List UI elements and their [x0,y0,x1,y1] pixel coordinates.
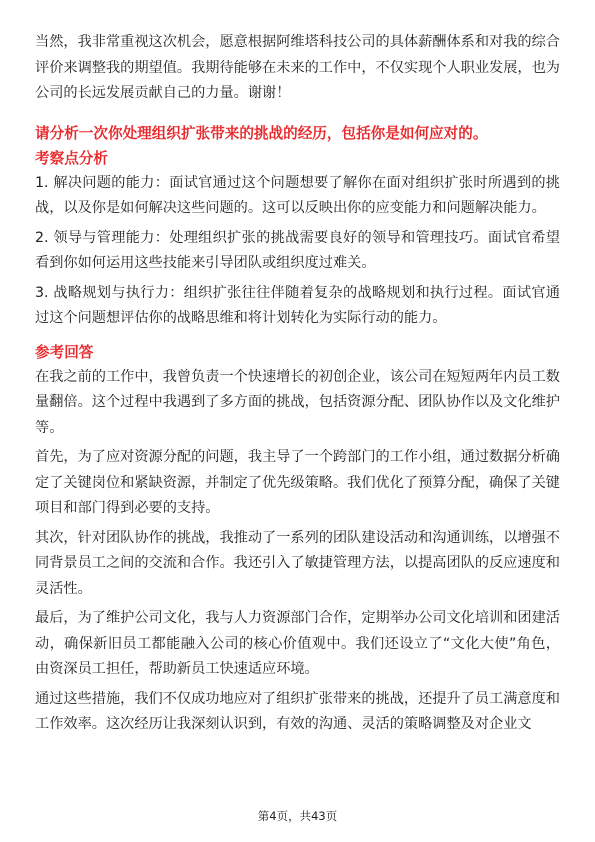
analysis-point: 1. 解决问题的能力：面试官通过这个问题想要了解你在面对组织扩张时所遇到的挑战，以及你是如何解决这些问题的。这可以反映出你的应变能力和问题解决能力。 [35,174,560,216]
answer-heading: 参考回答 [35,343,94,361]
answer-paragraph: 首先，为了应对资源分配的问题，我主导了一个跨部门的工作小组，通过数据分析确定了关键岗位和紧缺资源，并制定了优先级策略。我们优化了预算分配，确保了关键项目和部门得到必要的支持。 [35,449,560,516]
answer-paragraph: 在我之前的工作中，我曾负责一个快速增长的初创企业，该公司在短短两年内员工数量翻倍。这个过程中我遇到了多方面的挑战，包括资源分配、团队协作以及文化维护等。 [35,368,560,436]
question-heading: 请分析一次你处理组织扩张带来的挑战的经历，包括你是如何应对的。 [35,124,488,142]
answer-paragraph: 最后，为了维护公司文化，我与人力资源部门合作，定期举办公司文化培训和团建活动，确保新旧员工都能融入公司的核心价值观中。我们还设立了“文化大使”角色，由资深员工担任，帮助新员工快速适应环境。 [35,610,560,677]
page-number: 第4页，共43页 [257,809,338,823]
intro-paragraph: 当然，我非常重视这次机会，愿意根据阿维塔科技公司的具体薪酬体系和对我的综合评价来调整我的期望值。我期待能够在未来的工作中，不仅实现个人职业发展，也为公司的长远发展贡献自己的力量。谢谢！ [35,34,560,101]
document-page [35,30,560,742]
answer-paragraph: 通过这些措施，我们不仅成功地应对了组织扩张带来的挑战，还提升了员工满意度和工作效率。这次经历让我深刻认识到，有效的沟通、灵活的策略调整及对企业文 [35,690,560,732]
analysis-point: 2. 领导与管理能力：处理组织扩张的挑战需要良好的领导和管理技巧。面试官希望看到你如何运用这些技能来引导团队或组织度过难关。 [35,229,560,271]
analysis-point: 3. 战略规划与执行力：组织扩张往往伴随着复杂的战略规划和执行过程。面试官通过这个问题想评估你的战略思维和将计划转化为实际行动的能力。 [35,284,560,326]
answer-paragraph: 其次，针对团队协作的挑战，我推动了一系列的团队建设活动和沟通训练，以增强不同背景员工之间的交流和合作。我还引入了敏捷管理方法，以提高团队的反应速度和灵活性。 [35,529,560,597]
analysis-heading: 考察点分析 [35,149,108,167]
